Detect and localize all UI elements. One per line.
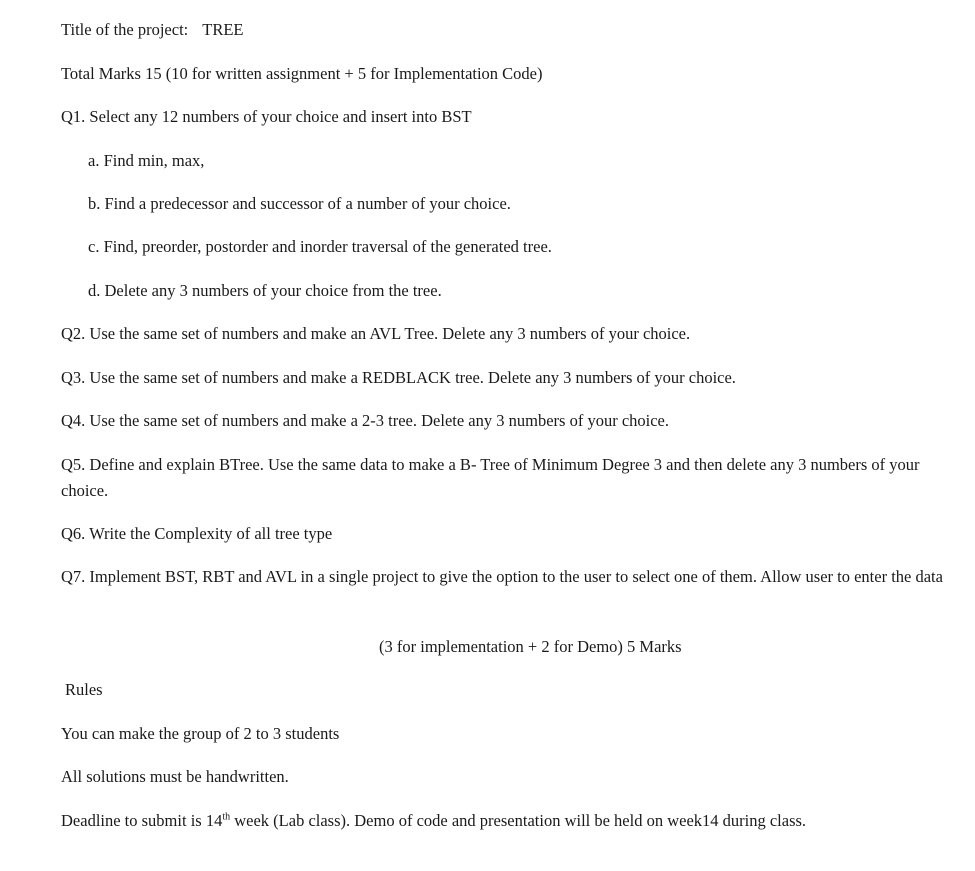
question-1-part-b: b. Find a predecessor and successor of a number of your choice. <box>88 194 511 213</box>
question-1-part-a: a. Find min, max, <box>88 151 205 170</box>
question-7: Q7. Implement BST, RBT and AVL in a single project to give the option to the user to select one of them. Allow user to enter the data <box>61 567 943 586</box>
total-marks: Total Marks 15 (10 for written assignment + 5 for Implementation Code) <box>61 64 543 83</box>
rules-heading: Rules <box>65 680 103 699</box>
rule-deadline <box>61 811 806 831</box>
deadline-suffix: week (Lab class). Demo of code and presentation will be held on week14 during class. <box>230 811 807 830</box>
question-1-part-c: c. Find, preorder, postorder and inorder traversal of the generated tree. <box>88 237 552 256</box>
question-6: Q6. Write the Complexity of all tree type <box>61 524 333 543</box>
question-1-part-d: d. Delete any 3 numbers of your choice from the tree. <box>88 281 442 300</box>
rule-handwritten: All solutions must be handwritten. <box>61 767 289 786</box>
deadline-prefix: Deadline to submit is 14 <box>61 811 223 830</box>
question-3: Q3. Use the same set of numbers and make a REDBLACK tree. Delete any 3 numbers of your choice. <box>61 368 736 387</box>
project-title-value: TREE <box>202 20 244 39</box>
project-title-label: Title of the project: <box>61 20 189 39</box>
rule-group-size: You can make the group of 2 to 3 students <box>61 724 340 743</box>
project-title <box>61 20 244 40</box>
question-4: Q4. Use the same set of numbers and make a 2-3 tree. Delete any 3 numbers of your choice. <box>61 411 670 430</box>
question-7-marks: (3 for implementation + 2 for Demo) 5 Marks <box>379 637 682 656</box>
question-2: Q2. Use the same set of numbers and make an AVL Tree. Delete any 3 numbers of your choice. <box>61 324 691 343</box>
question-1: Q1. Select any 12 numbers of your choice and insert into BST <box>61 107 472 126</box>
deadline-superscript: th <box>222 811 231 823</box>
question-5: Q5. Define and explain BTree. Use the same data to make a B- Tree of Minimum Degree 3 and then delete any 3 numbers of your choice. <box>61 455 920 500</box>
